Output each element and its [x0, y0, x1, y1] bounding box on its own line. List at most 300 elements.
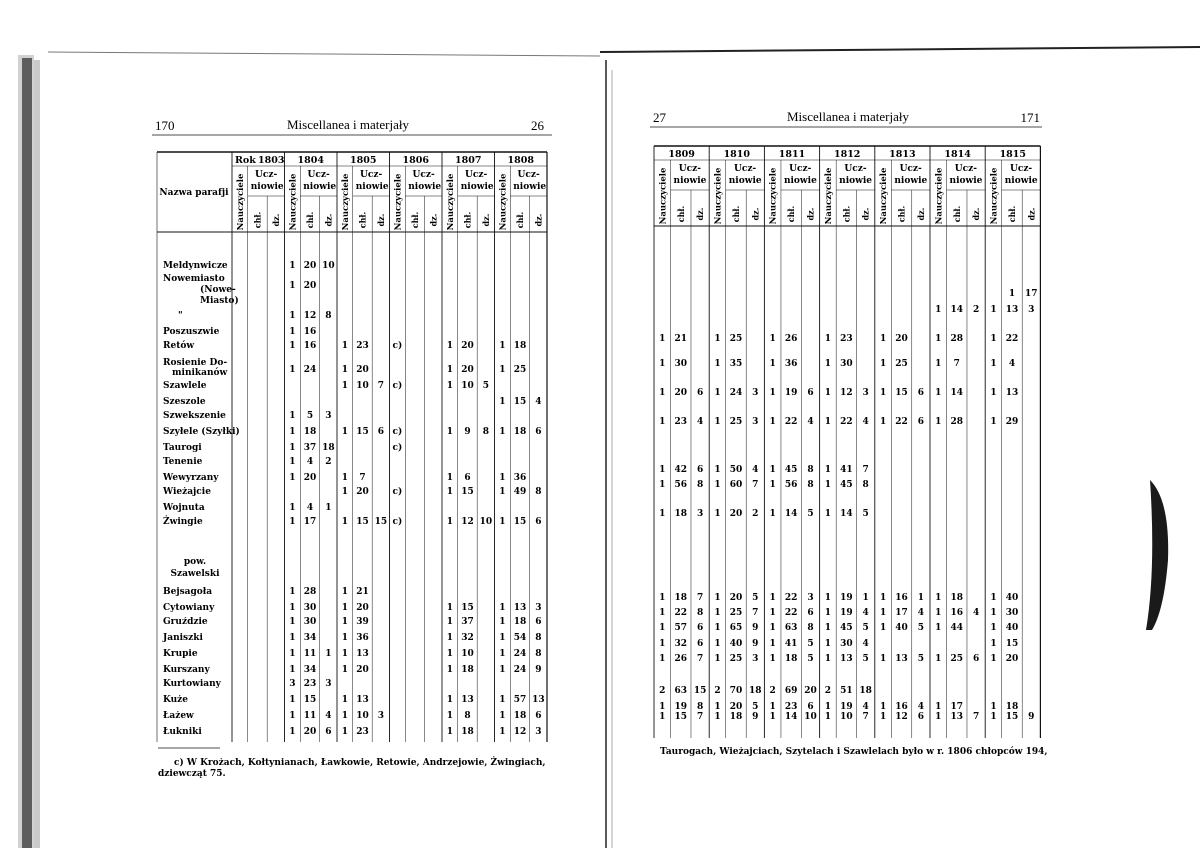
- table-cell: 1: [935, 305, 942, 315]
- students-label: Ucz-: [844, 164, 867, 174]
- table-cell: 1: [769, 480, 776, 490]
- table-cell: 6: [325, 727, 332, 737]
- girls-column-label: dz.: [1026, 207, 1037, 221]
- table-cell: 1: [446, 649, 454, 659]
- table-cell: 1: [990, 712, 997, 722]
- table-cell: 15: [1005, 639, 1019, 649]
- table-cell: 1: [341, 381, 349, 391]
- table-cell: 1: [659, 702, 666, 712]
- girls-column-label: dz.: [533, 213, 544, 227]
- table-cell: 22: [674, 608, 688, 618]
- parish-name: minikanów: [172, 368, 228, 378]
- table-cell: 3: [862, 388, 869, 398]
- table-cell: 15: [356, 517, 369, 527]
- table-cell: 10: [356, 711, 369, 721]
- table-cell: 1: [499, 427, 506, 437]
- table-cell: 5: [862, 623, 869, 633]
- table-cell: 20: [303, 727, 317, 737]
- teachers-column-label: Nauczyciele: [989, 167, 1000, 225]
- table-cell: 22: [784, 593, 798, 603]
- table-cell: 9: [752, 623, 759, 633]
- table-cell: 25: [513, 365, 527, 375]
- table-cell: 4: [325, 711, 332, 721]
- table-cell: 1: [769, 465, 776, 475]
- table-cell: 40: [895, 623, 908, 633]
- table-cell: 25: [950, 654, 964, 664]
- table-cell: 1: [990, 639, 997, 649]
- table-cell: 10: [461, 381, 474, 391]
- year-label: 1811: [778, 149, 806, 160]
- table-cell: 11: [303, 649, 317, 659]
- table-cell: 1: [1008, 289, 1016, 299]
- table-cell: 2: [769, 686, 776, 696]
- table-cell: 49: [513, 487, 527, 497]
- table-cell: 1: [990, 388, 997, 398]
- table-cell: 1: [659, 388, 666, 398]
- table-cell: 4: [752, 465, 759, 475]
- table-cell: 13: [356, 649, 369, 659]
- table-cell: 4: [917, 702, 925, 712]
- table-cell: 1: [769, 593, 776, 603]
- table-cell: 20: [729, 702, 743, 712]
- students-label: Ucz-: [307, 170, 330, 180]
- table-cell: 1: [659, 623, 666, 633]
- table-cell: 1: [990, 608, 997, 618]
- year-label: 1814: [944, 149, 971, 160]
- table-cell: 1: [824, 623, 832, 633]
- boys-column-label: chł.: [409, 211, 420, 229]
- table-cell: 1: [289, 517, 296, 527]
- table-cell: 15: [895, 388, 908, 398]
- table-cell: 7: [752, 608, 759, 618]
- table-cell: 3: [535, 603, 542, 613]
- table-cell: 1: [659, 654, 666, 664]
- table-cell: 1: [289, 281, 296, 291]
- table-cell: 3: [325, 679, 332, 689]
- table-cell: 40: [1005, 623, 1019, 633]
- right-page-number: 27: [653, 110, 666, 125]
- girls-column-label: dz.: [860, 207, 871, 221]
- table-cell: 23: [303, 679, 317, 689]
- table-cell: 1: [341, 649, 349, 659]
- table-cell: 29: [1005, 417, 1019, 427]
- table-cell: 8: [696, 480, 704, 490]
- parish-name: Szyłele (Szyłki): [163, 427, 240, 437]
- table-cell: 1: [879, 608, 887, 618]
- table-cell: 25: [729, 654, 743, 664]
- table-cell: 1: [714, 417, 721, 427]
- table-cell: 12: [461, 517, 474, 527]
- table-cell: 8: [535, 487, 542, 497]
- table-cell: c): [392, 381, 403, 391]
- students-label: Ucz-: [412, 170, 435, 180]
- table-cell: 6: [807, 388, 814, 398]
- table-cell: 1: [769, 639, 776, 649]
- table-cell: 1: [769, 623, 776, 633]
- table-cell: 4: [1008, 359, 1016, 369]
- table-cell: 1: [990, 654, 997, 664]
- table-cell: 20: [356, 603, 369, 613]
- table-cell: 1: [824, 608, 832, 618]
- table-cell: 12: [513, 727, 527, 737]
- table-cell: c): [392, 487, 403, 497]
- table-cell: 18: [674, 593, 688, 603]
- table-cell: 1: [289, 427, 296, 437]
- table-cell: 12: [895, 712, 908, 722]
- table-cell: 5: [862, 654, 869, 664]
- table-cell: 22: [784, 417, 798, 427]
- year-label: 1804: [297, 155, 324, 166]
- table-cell: 60: [729, 480, 743, 490]
- students-label-word: niowie: [408, 182, 442, 192]
- table-cell: 16: [950, 608, 964, 618]
- table-cell: 6: [917, 417, 925, 427]
- table-cell: 7: [377, 381, 384, 391]
- table-cell: 6: [464, 473, 471, 483]
- table-cell: 22: [1005, 334, 1019, 344]
- table-cell: 1: [714, 480, 721, 490]
- boys-column-label: chł.: [357, 211, 368, 229]
- right-running-title: Miscellanea i materjały: [786, 109, 910, 124]
- table-cell: 1: [446, 665, 454, 675]
- year-label: 1806: [402, 155, 429, 166]
- table-cell: 28: [950, 417, 964, 427]
- table-cell: 1: [446, 427, 454, 437]
- parish-name: Nowemiasto: [163, 274, 225, 284]
- table-cell: 1: [879, 417, 887, 427]
- table-cell: 1: [935, 417, 942, 427]
- table-cell: 1: [341, 617, 349, 627]
- boys-column-label: chł.: [896, 205, 907, 223]
- table-cell: 4: [862, 417, 869, 427]
- year-label: 1810: [723, 149, 751, 160]
- table-cell: 13: [895, 654, 908, 664]
- table-cell: 14: [950, 388, 964, 398]
- table-cell: 32: [674, 639, 688, 649]
- boys-column-label: chł.: [730, 205, 741, 223]
- girls-column-label: dz.: [323, 213, 334, 227]
- table-cell: 1: [824, 702, 832, 712]
- parish-name: Taurogi: [163, 443, 202, 453]
- table-cell: 7: [862, 465, 869, 475]
- table-cell: 1: [341, 427, 349, 437]
- teachers-column-label: Nauczyciele: [934, 167, 945, 225]
- table-cell: 1: [446, 517, 454, 527]
- table-cell: 25: [729, 417, 743, 427]
- table-cell: 1: [714, 593, 721, 603]
- teachers-column-label: Nauczyciele: [445, 173, 456, 231]
- table-cell: 56: [784, 480, 798, 490]
- table-cell: 6: [535, 427, 542, 437]
- girls-column-label: dz.: [915, 207, 926, 221]
- table-cell: 6: [696, 465, 704, 475]
- table-cell: 30: [303, 617, 317, 627]
- table-cell: 8: [696, 702, 704, 712]
- table-cell: 1: [289, 587, 296, 597]
- table-cell: 20: [729, 509, 743, 519]
- table-cell: 26: [674, 654, 688, 664]
- table-cell: 1: [341, 341, 349, 351]
- table-cell: 20: [674, 388, 688, 398]
- table-cell: 5: [482, 381, 489, 391]
- teachers-column-label: Nauczyciele: [823, 167, 834, 225]
- table-cell: 1: [341, 473, 349, 483]
- parish-name: Krupie: [163, 649, 198, 659]
- table-cell: 9: [535, 665, 542, 675]
- table-cell: 63: [784, 623, 798, 633]
- year-label: 1808: [507, 155, 534, 166]
- table-cell: 1: [714, 712, 721, 722]
- district-label: pow.: [183, 557, 207, 567]
- table-cell: 1: [341, 365, 349, 375]
- table-cell: 7: [862, 712, 869, 722]
- table-cell: 28: [303, 587, 317, 597]
- table-cell: 20: [804, 686, 817, 696]
- table-cell: 19: [840, 608, 853, 618]
- table-cell: 1: [990, 305, 997, 315]
- table-cell: 4: [696, 417, 704, 427]
- table-cell: 1: [446, 617, 454, 627]
- table-cell: 1: [824, 465, 832, 475]
- table-cell: 57: [674, 623, 688, 633]
- table-cell: 1: [341, 487, 349, 497]
- boys-column-label: chł.: [841, 205, 852, 223]
- table-cell: 1: [289, 473, 296, 483]
- boys-column-label: chł.: [786, 205, 797, 223]
- table-cell: 1: [879, 712, 887, 722]
- table-cell: 34: [303, 633, 317, 643]
- table-cell: 6: [917, 388, 925, 398]
- girls-column-label: dz.: [428, 213, 439, 227]
- table-cell: 1: [824, 509, 832, 519]
- table-cell: 1: [289, 327, 296, 337]
- girls-column-label: dz.: [375, 213, 386, 227]
- table-cell: 8: [464, 711, 471, 721]
- table-cell: 44: [950, 623, 964, 633]
- table-cell: 5: [807, 654, 814, 664]
- table-cell: 1: [935, 359, 942, 369]
- left-running-title: Miscellanea i materjały: [286, 117, 410, 132]
- district-label: Szawelski: [170, 569, 220, 579]
- table-cell: 4: [807, 417, 814, 427]
- table-cell: 13: [461, 695, 474, 705]
- table-cell: 1: [289, 649, 296, 659]
- table-cell: 1: [289, 665, 296, 675]
- students-label-word: niowie: [1004, 176, 1038, 186]
- table-cell: 19: [784, 388, 798, 398]
- parish-name: Rosienie Do-: [163, 358, 228, 368]
- students-label-word: niowie: [250, 182, 284, 192]
- table-cell: 41: [840, 465, 853, 475]
- table-cell: 30: [840, 359, 853, 369]
- table-cell: 14: [784, 712, 798, 722]
- table-cell: 1: [659, 639, 666, 649]
- table-cell: 51: [840, 686, 853, 696]
- students-label-word: niowie: [949, 176, 983, 186]
- table-cell: 57: [513, 695, 527, 705]
- table-cell: 1: [659, 712, 666, 722]
- table-cell: 1: [341, 695, 349, 705]
- parish-name: Gruździe: [163, 617, 208, 627]
- table-cell: 18: [461, 665, 474, 675]
- table-cell: 15: [693, 686, 707, 696]
- table-cell: 69: [784, 686, 798, 696]
- parish-name: Wewyrzany: [163, 473, 219, 483]
- table-cell: 15: [356, 427, 369, 437]
- table-cell: 8: [535, 649, 542, 659]
- table-cell: 1: [935, 712, 942, 722]
- table-cell: 1: [935, 608, 942, 618]
- teachers-column-label: Nauczyciele: [658, 167, 669, 225]
- table-cell: 1: [499, 397, 506, 407]
- table-cell: 1: [499, 617, 506, 627]
- table-cell: 20: [303, 281, 317, 291]
- table-cell: 34: [303, 665, 317, 675]
- table-cell: 1: [769, 359, 776, 369]
- table-cell: 26: [784, 334, 798, 344]
- table-cell: 6: [377, 427, 384, 437]
- table-cell: 45: [840, 480, 853, 490]
- table-cell: 42: [674, 465, 688, 475]
- students-label-word: niowie: [728, 176, 762, 186]
- table-cell: 1: [289, 727, 296, 737]
- table-cell: 3: [289, 679, 296, 689]
- table-cell: 4: [972, 608, 980, 618]
- students-label-word: niowie: [673, 176, 707, 186]
- teachers-column-label: Nauczyciele: [340, 173, 351, 231]
- teachers-column-label: Nauczyciele: [768, 167, 779, 225]
- table-cell: 1: [341, 711, 349, 721]
- students-label-word: niowie: [460, 182, 494, 192]
- table-cell: 1: [769, 654, 776, 664]
- table-cell: 20: [303, 261, 317, 271]
- right-footnote: Taurogach, Wieżajciach, Szytelach i Szawlelach było w r. 1806 chłopców 194,: [660, 747, 1048, 757]
- table-cell: 19: [674, 702, 688, 712]
- table-cell: 1: [990, 359, 997, 369]
- table-cell: 1: [289, 341, 296, 351]
- table-cell: 25: [729, 334, 743, 344]
- table-cell: 24: [729, 388, 743, 398]
- table-cell: 2: [714, 686, 721, 696]
- table-cell: 13: [840, 654, 853, 664]
- table-cell: c): [392, 427, 403, 437]
- table-cell: 1: [990, 334, 997, 344]
- year-label: 1807: [455, 155, 482, 166]
- table-cell: 3: [696, 509, 704, 519]
- table-cell: 1: [289, 603, 296, 613]
- table-cell: 1: [769, 608, 776, 618]
- boys-column-label: chł.: [951, 205, 962, 223]
- table-cell: 2: [325, 457, 332, 467]
- table-cell: 19: [840, 593, 853, 603]
- table-cell: 54: [513, 633, 527, 643]
- table-cell: 20: [461, 341, 474, 351]
- table-cell: 50: [729, 465, 743, 475]
- table-cell: 15: [374, 517, 388, 527]
- table-cell: 22: [895, 417, 908, 427]
- table-cell: 20: [303, 473, 317, 483]
- table-cell: 1: [499, 649, 506, 659]
- table-cell: 20: [356, 487, 369, 497]
- girls-column-label: dz.: [480, 213, 491, 227]
- table-cell: 7: [752, 480, 759, 490]
- table-cell: 6: [535, 711, 542, 721]
- teachers-column-label: Nauczyciele: [235, 173, 246, 231]
- year-label: 1803: [258, 155, 285, 166]
- table-cell: 12: [303, 311, 317, 321]
- table-cell: 20: [1005, 654, 1019, 664]
- table-cell: 10: [461, 649, 474, 659]
- students-label-word: niowie: [783, 176, 817, 186]
- parish-name: Szawlele: [163, 381, 207, 391]
- table-cell: 15: [513, 517, 527, 527]
- table-cell: 9: [752, 712, 759, 722]
- table-cell: 9: [1028, 712, 1035, 722]
- table-cell: 25: [895, 359, 908, 369]
- table-cell: 1: [341, 517, 349, 527]
- table-cell: 23: [840, 334, 853, 344]
- table-cell: 5: [917, 654, 925, 664]
- table-cell: 20: [461, 365, 474, 375]
- students-label: Ucz-: [733, 164, 757, 174]
- table-cell: 23: [356, 341, 369, 351]
- table-cell: 1: [879, 359, 887, 369]
- table-cell: 65: [729, 623, 743, 633]
- table-cell: 2: [752, 509, 759, 519]
- table-cell: 1: [714, 608, 721, 618]
- parish-name: ": [178, 311, 183, 321]
- table-cell: 13: [513, 603, 527, 613]
- table-cell: 21: [674, 334, 688, 344]
- table-cell: 18: [674, 509, 688, 519]
- table-cell: 18: [322, 443, 335, 453]
- table-cell: 1: [325, 649, 332, 659]
- table-cell: 1: [879, 388, 887, 398]
- table-cell: 70: [729, 686, 743, 696]
- parish-name: Łażew: [163, 711, 194, 721]
- table-cell: 14: [840, 509, 853, 519]
- table-cell: 2: [972, 305, 980, 315]
- table-cell: 1: [659, 480, 666, 490]
- table-cell: 24: [303, 365, 317, 375]
- table-cell: 4: [535, 397, 542, 407]
- table-cell: 1: [990, 593, 997, 603]
- table-cell: 18: [513, 341, 527, 351]
- table-cell: 1: [659, 608, 666, 618]
- boys-column-label: chł.: [252, 211, 263, 229]
- table-cell: 1: [990, 702, 997, 712]
- table-cell: 1: [824, 388, 832, 398]
- girls-column-label: dz.: [270, 213, 281, 227]
- table-cell: 1: [714, 639, 721, 649]
- teachers-column-label: Nauczyciele: [393, 173, 404, 231]
- table-cell: 6: [535, 617, 542, 627]
- table-cell: 5: [917, 623, 925, 633]
- parish-name: Wieżajcie: [163, 487, 211, 497]
- table-cell: 21: [356, 587, 369, 597]
- table-cell: 1: [499, 711, 506, 721]
- table-cell: 18: [729, 712, 743, 722]
- table-cell: 24: [513, 665, 527, 675]
- table-cell: 41: [784, 639, 798, 649]
- parish-name: Kurtowiany: [163, 679, 221, 689]
- table-cell: 35: [729, 359, 743, 369]
- parish-name: Retów: [163, 341, 195, 351]
- table-cell: 1: [289, 503, 296, 513]
- teachers-column-label: Nauczyciele: [879, 167, 890, 225]
- table-cell: c): [392, 341, 403, 351]
- table-cell: 13: [532, 695, 545, 705]
